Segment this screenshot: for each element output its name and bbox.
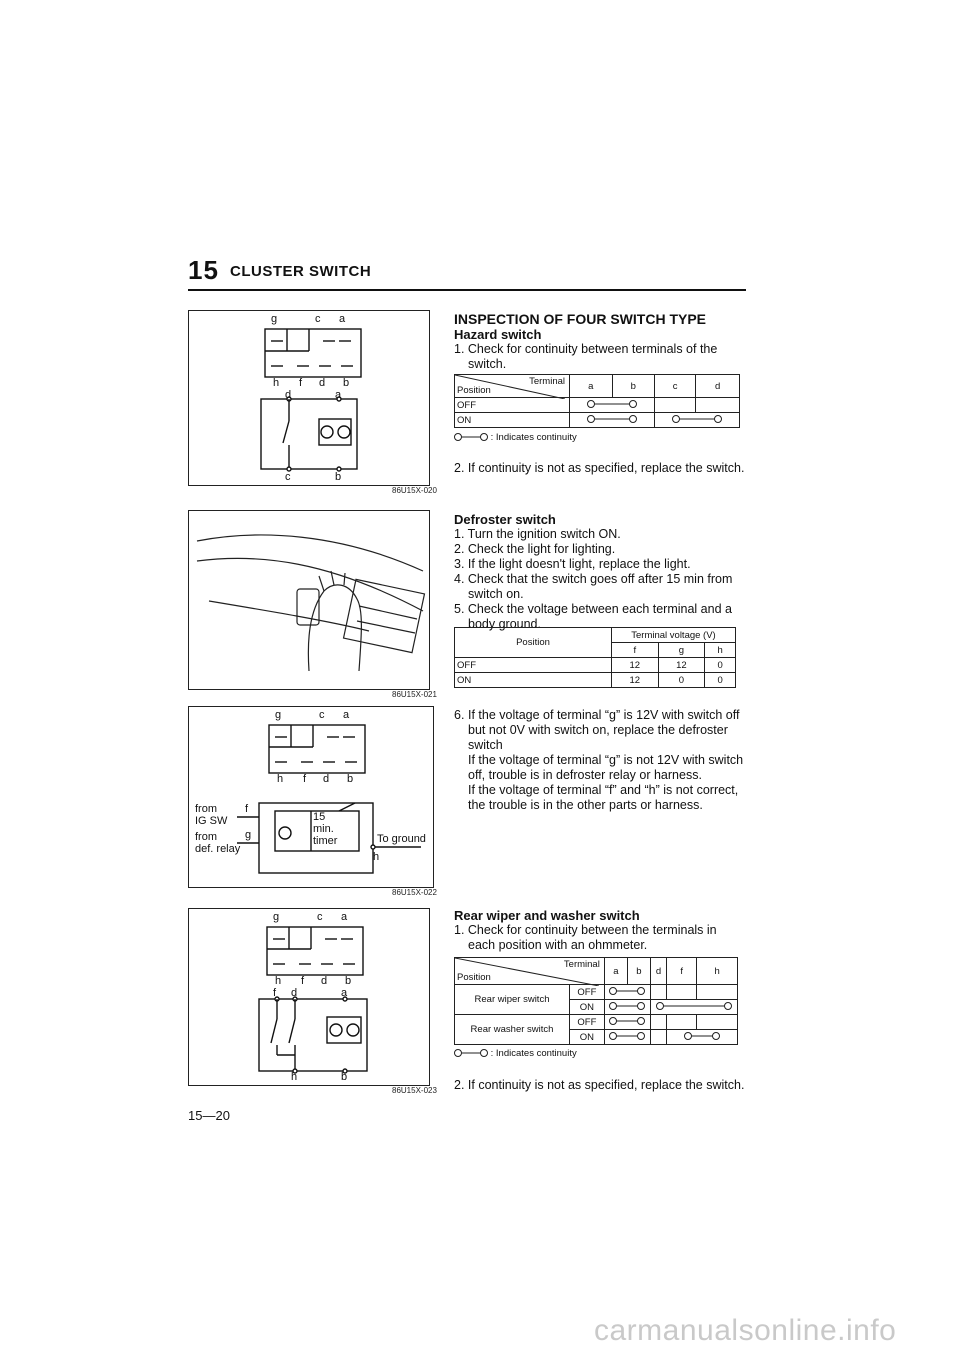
defroster-step: 1. Turn the ignition switch ON. xyxy=(454,527,621,541)
corner-position: Position xyxy=(457,972,491,983)
label-d-circuit: d xyxy=(285,389,292,401)
column-header: f xyxy=(612,643,659,658)
step-6-body xyxy=(454,708,744,813)
cell-value: 12 xyxy=(612,673,659,688)
table-cell xyxy=(650,985,666,1000)
continuity-symbol xyxy=(654,1001,734,1011)
continuity-legend-symbol xyxy=(454,1048,488,1058)
column-header: b xyxy=(627,958,650,985)
continuity-a-b xyxy=(604,1000,650,1015)
cell-value: 0 xyxy=(705,658,736,673)
defroster-step: 4. Check that the switch goes off after 15 min from switch on. xyxy=(454,572,733,601)
rear-note xyxy=(454,1048,577,1059)
terminal-voltage-header: Terminal voltage (V) xyxy=(612,628,736,643)
rear-wiper-circuit-diagram xyxy=(189,909,429,1085)
column-header: d xyxy=(696,375,740,398)
table-cell xyxy=(655,398,696,413)
rear-step-1: 1. Check for continuity between the terminals in each position with an ohmmeter. xyxy=(454,923,717,952)
label-f-circuit: f xyxy=(273,987,277,999)
corner-position: Position xyxy=(457,385,491,396)
defroster-section xyxy=(454,512,744,632)
group-name: Rear wiper switch xyxy=(455,985,570,1015)
column-header: a xyxy=(604,958,627,985)
label-c: c xyxy=(315,313,321,325)
defroster-circuit-diagram xyxy=(189,707,433,887)
row-position: OFF xyxy=(455,658,612,673)
table-cell xyxy=(667,985,697,1000)
group-name: Rear washer switch xyxy=(455,1015,570,1045)
chapter-header xyxy=(188,255,746,291)
label-d: d xyxy=(321,975,328,987)
rear-section xyxy=(454,908,744,953)
position-header: Position xyxy=(455,628,612,658)
figure-code: 86U15X-023 xyxy=(392,1086,437,1095)
hazard-note xyxy=(454,432,577,443)
corner-terminal: Terminal xyxy=(529,376,565,387)
continuity-symbol xyxy=(607,1016,647,1026)
rear-title: Rear wiper and washer switch xyxy=(454,908,640,923)
defroster-voltage-table xyxy=(454,627,736,688)
table-cell xyxy=(697,1015,738,1030)
column-header: g xyxy=(658,643,705,658)
step-6-number: 6. xyxy=(454,708,465,722)
note-text: : Indicates continuity xyxy=(490,432,577,443)
label-g: g xyxy=(271,313,278,325)
row-position: OFF xyxy=(570,985,605,1000)
continuity-c-d xyxy=(655,413,740,428)
hazard-continuity-table xyxy=(454,374,740,428)
figure-rear-wiper-circuit xyxy=(188,908,430,1086)
defroster-title: Defroster switch xyxy=(454,512,556,527)
row-position: ON xyxy=(570,1000,605,1015)
table-cell xyxy=(696,398,740,413)
continuity-symbol xyxy=(607,986,647,996)
continuity-a-b xyxy=(570,413,655,428)
label-a: a xyxy=(343,709,350,721)
continuity-a-b xyxy=(604,985,650,1000)
label-from-def-relay: from def. relay xyxy=(195,831,241,855)
label-timer: 15 min. timer xyxy=(313,811,338,847)
continuity-legend-symbol xyxy=(454,432,488,442)
figure-code: 86U15X-021 xyxy=(392,690,437,699)
row-position: OFF xyxy=(455,398,570,413)
row-position: OFF xyxy=(570,1015,605,1030)
label-h: h xyxy=(273,377,280,389)
label-g: g xyxy=(275,709,282,721)
defroster-steps xyxy=(454,527,744,632)
note-text: : Indicates continuity xyxy=(490,1048,577,1059)
cell-value: 0 xyxy=(705,673,736,688)
step-6-line: If the voltage of terminal “f” and “h” is not correct, the trouble is in the other parts or harness. xyxy=(468,783,739,812)
table-cell xyxy=(650,1030,666,1045)
label-c: c xyxy=(319,709,325,721)
label-f: f xyxy=(299,377,303,389)
continuity-symbol xyxy=(577,414,647,424)
figure-defroster-photo xyxy=(188,510,430,690)
continuity-a-b xyxy=(570,398,655,413)
label-d-circuit: d xyxy=(291,987,298,999)
label-a: a xyxy=(341,911,348,923)
label-to-ground: To ground xyxy=(377,833,426,845)
label-f: f xyxy=(301,975,305,987)
hazard-switch-diagram xyxy=(189,311,429,485)
label-h-circuit: h xyxy=(291,1071,298,1083)
table-cell xyxy=(650,1015,666,1030)
column-header: h xyxy=(705,643,736,658)
label-a: a xyxy=(339,313,346,325)
label-h-terminal: h xyxy=(373,851,380,863)
label-c: c xyxy=(317,911,323,923)
label-f-terminal: f xyxy=(245,803,249,815)
label-d: d xyxy=(323,773,330,785)
figure-hazard-switch xyxy=(188,310,430,486)
label-g-terminal: g xyxy=(245,829,252,841)
table-corner xyxy=(455,375,570,398)
label-b-circuit: b xyxy=(335,471,342,483)
continuity-a-b xyxy=(604,1015,650,1030)
row-position: ON xyxy=(455,673,612,688)
rear-continuity-table xyxy=(454,957,738,1045)
label-d: d xyxy=(319,377,326,389)
column-header: b xyxy=(612,375,655,398)
label-a-circuit: a xyxy=(335,389,342,401)
label-a-circuit: a xyxy=(341,987,348,999)
label-h: h xyxy=(277,773,284,785)
label-c-circuit: c xyxy=(285,471,291,483)
hazard-section xyxy=(454,311,744,372)
column-header: h xyxy=(697,958,738,985)
chapter-title: CLUSTER SWITCH xyxy=(230,263,372,280)
step-6-line: If the voltage of terminal “g” is not 12V with switch off, trouble is in defroster relay or harness. xyxy=(468,753,744,782)
continuity-symbol xyxy=(607,1001,647,1011)
dashboard-illustration xyxy=(189,511,429,689)
row-position: ON xyxy=(455,413,570,428)
corner-terminal: Terminal xyxy=(563,959,600,970)
continuity-symbol xyxy=(607,1031,647,1041)
column-header: f xyxy=(667,958,697,985)
step-6-line: If the voltage of terminal “g” is 12V with switch off but not 0V with switch on, replace the defroster switch xyxy=(468,708,740,752)
column-header: c xyxy=(655,375,696,398)
continuity-a-b xyxy=(604,1030,650,1045)
page-number: 15—20 xyxy=(188,1108,230,1123)
section-title: INSPECTION OF FOUR SWITCH TYPE xyxy=(454,311,707,327)
chapter-number: 15 xyxy=(188,255,219,285)
row-position: ON xyxy=(570,1030,605,1045)
label-f: f xyxy=(303,773,307,785)
cell-value: 12 xyxy=(658,658,705,673)
label-b: b xyxy=(343,377,350,389)
label-h: h xyxy=(275,975,282,987)
continuity-symbol xyxy=(682,1031,722,1041)
figure-code: 86U15X-020 xyxy=(392,486,437,495)
figure-defroster-circuit xyxy=(188,706,434,888)
label-b: b xyxy=(347,773,354,785)
label-from-ig-sw: from IG SW xyxy=(195,803,228,827)
continuity-symbol xyxy=(577,399,647,409)
table-cell xyxy=(697,985,738,1000)
continuity-symbol xyxy=(662,414,732,424)
rear-step-2: 2. If continuity is not as specified, replace the switch. xyxy=(454,1078,745,1092)
defroster-step: 3. If the light doesn't light, replace the light. xyxy=(454,557,691,571)
hazard-switch-title: Hazard switch xyxy=(454,327,542,342)
continuity-d-h xyxy=(650,1000,737,1015)
defroster-step-6 xyxy=(454,708,744,813)
continuity-f-h xyxy=(667,1030,738,1045)
column-header: d xyxy=(650,958,666,985)
defroster-step: 2. Check the light for lighting. xyxy=(454,542,616,556)
figure-code: 86U15X-022 xyxy=(392,888,437,897)
cell-value: 12 xyxy=(612,658,659,673)
label-b: b xyxy=(345,975,352,987)
hazard-step-2: 2. If continuity is not as specified, replace the switch. xyxy=(454,461,745,475)
table-cell xyxy=(667,1015,697,1030)
cell-value: 0 xyxy=(658,673,705,688)
watermark: carmanualsonline.info xyxy=(594,1314,897,1347)
label-b-circuit: b xyxy=(341,1071,348,1083)
label-g: g xyxy=(273,911,280,923)
column-header: a xyxy=(570,375,613,398)
defroster-step: 5. Check the voltage between each terminal and a body ground. xyxy=(454,602,732,631)
table-corner xyxy=(455,958,605,985)
hazard-step-1: 1. Check for continuity between terminals of the switch. xyxy=(454,342,718,371)
